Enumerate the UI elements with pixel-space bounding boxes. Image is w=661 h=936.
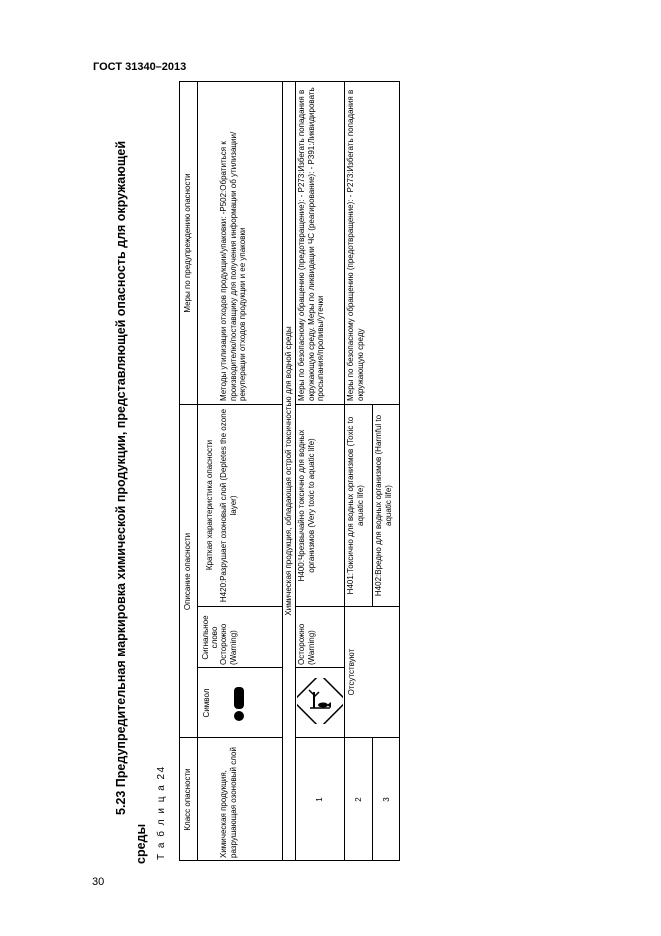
aquatic-class-2: 2 [353, 797, 363, 802]
header-precautions: Меры по предупреждению опасности [183, 173, 193, 313]
aquatic-1-characteristic: H400:Чрезвычайно токсично для водных организмов (Very toxic to aquatic life) [297, 429, 316, 582]
symbol-signal-absent: Отсутствуют [347, 648, 356, 696]
page-number: 30 [92, 876, 105, 888]
aquatic-1-precautions: Меры по безопасному обращению (предотвращение): - P273:Избегать попадания в окружающую среду. Меры по ликвидации ЧС (реагирование): - P391:Ликвидировать просыпания/проливы/утечки [297, 87, 325, 401]
aquatic-3-characteristic: H402:Вредно для водных организмов (Harmful to aquatic life) [374, 414, 393, 597]
standard-header: ГОСТ 31340–2013 [93, 61, 187, 73]
ozone-characteristic: H420:Разрушает озоновый слой (Depletes the ozone layer) [219, 408, 238, 603]
aquatic-1-signal-word: Осторожно (Warning) [297, 623, 316, 665]
aquatic-2-characteristic: H401:Токсично для водных организмов (Toxic to aquatic life) [346, 416, 365, 595]
ozone-class: Химическая продукция, разрушающая озоновый слой [219, 747, 238, 858]
col-line [295, 737, 400, 738]
col-line [295, 606, 400, 607]
ozone-signal-word: Осторожно (Warning) [219, 623, 238, 665]
section-title: 5.23 Предупредительная маркировка химической продукции, представляющей опасность для окружающей [114, 140, 128, 815]
col-line [197, 667, 282, 668]
table-caption: Т а б л и ц а 24 [156, 765, 167, 860]
ozone-precautions: Методы утилизации отходов продукции/упаковки: -P502:Обратиться к производителю/поставщику для получения информации об утилизации/рекуперации отходов продукции и ее упаковки [219, 131, 247, 401]
col-line [197, 606, 282, 607]
header-signal-word: Сигнальное слово [200, 615, 219, 660]
aquatic-class-1: 1 [315, 797, 325, 802]
col-line [179, 404, 282, 405]
header-hazard-class: Класс опасности [183, 768, 193, 831]
section-title-continued: среды [134, 823, 148, 864]
header-line [197, 405, 198, 738]
exclamation-icon [219, 683, 259, 723]
col-line [179, 737, 282, 738]
hazard-table [179, 81, 400, 861]
header-symbol: Символ [202, 688, 212, 718]
aquatic-section-title: Химическая продукция, обладающая острой токсичностью для водной среды [284, 326, 294, 616]
aquatic-class-3: 3 [381, 797, 391, 802]
col-line [295, 667, 344, 668]
row-line [372, 405, 373, 607]
col-line [295, 404, 400, 405]
aquatic-2-precautions: Меры по безопасному обращению (предотвращение): - P273:Избегать попадания в окружающую среду [346, 89, 365, 401]
environment-hazard-icon [297, 678, 343, 724]
header-hazard-description: Описание опасности [183, 532, 193, 611]
header-short-characteristic: Краткая характеристика опасности [205, 439, 215, 571]
